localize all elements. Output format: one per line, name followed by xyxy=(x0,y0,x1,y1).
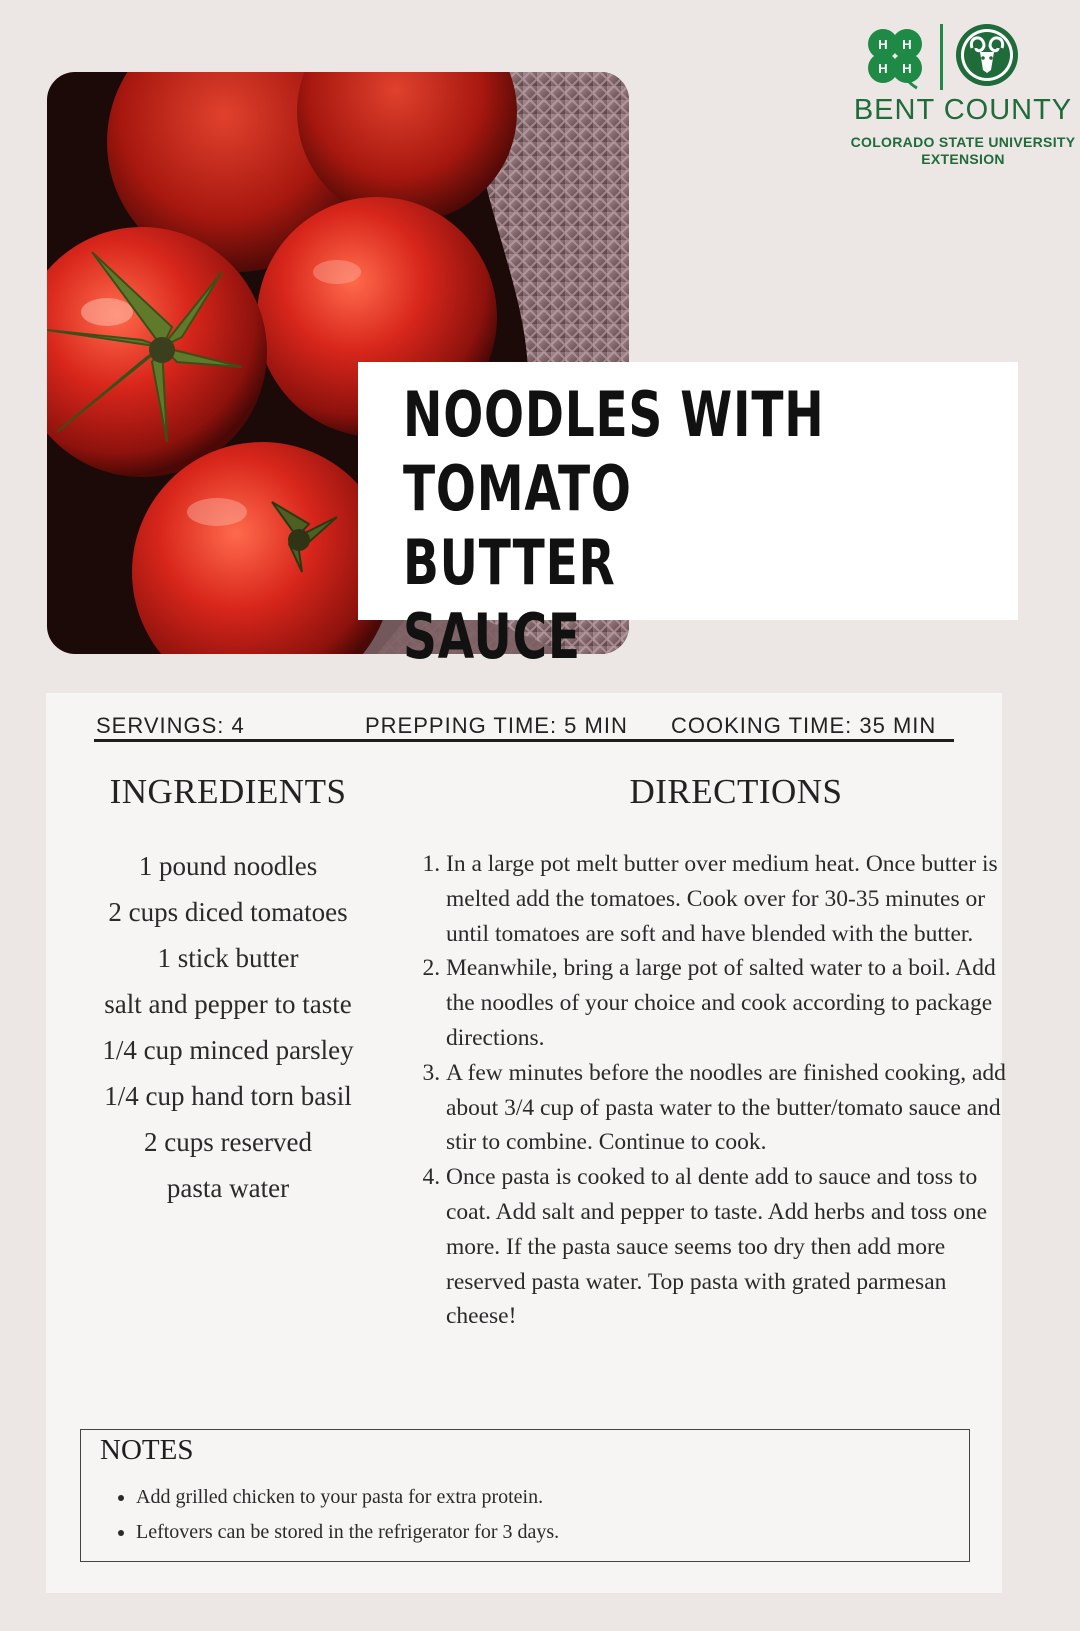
csu-ram-icon xyxy=(954,22,1020,88)
logo-extension-name xyxy=(818,134,1080,168)
cook-time: COOKING TIME: 35 MIN xyxy=(671,713,937,738)
svg-text:H: H xyxy=(902,37,912,52)
title-card xyxy=(358,362,1018,673)
note-item: • Add grilled chicken to your pasta for extra protein. xyxy=(136,1480,976,1515)
ingredient-item: 2 cups diced tomatoes xyxy=(108,897,348,927)
notes-list xyxy=(101,1480,976,1550)
bent-county-logo xyxy=(850,20,1076,170)
notes-heading: NOTES xyxy=(100,1434,194,1466)
logo-divider xyxy=(940,24,943,90)
logo-subtitle-line1: COLORADO STATE UNIVERSITY xyxy=(850,134,1076,150)
ingredient-item: 2 cups reserved pasta water xyxy=(144,1127,312,1203)
recipe-panel xyxy=(46,693,1006,1593)
svg-text:H: H xyxy=(878,61,888,76)
ingredient-item: 1 pound noodles xyxy=(138,851,318,881)
ingredients-list xyxy=(58,843,398,1211)
ingredient-item: 1/4 cup minced parsley xyxy=(102,1035,354,1065)
direction-step: 3. A few minutes before the noodles are finished cooking, add about 3/4 cup of pasta water to the butter/tomato sauce and stir to combine. Continue to cook. xyxy=(446,1056,1012,1160)
direction-step: 1. In a large pot melt butter over medium heat. Once butter is melted add the tomatoes. Cook over for 30-35 minutes or until tomatoes are soft and have blended with the butter. xyxy=(446,847,1012,951)
directions-heading: DIRECTIONS xyxy=(629,772,843,811)
note-item: • Leftovers can be stored in the refrigerator for 3 days. xyxy=(136,1515,976,1550)
recipe-title: NOODLES WITH TOMATO BUTTER SAUCE xyxy=(403,378,825,673)
logo-subtitle-line2: EXTENSION xyxy=(921,151,1005,167)
meta-divider xyxy=(94,739,954,742)
directions-list xyxy=(421,847,1012,1334)
direction-step: 2. Meanwhile, bring a large pot of salted water to a boil. Add the noodles of your choice and cook according to package directions. xyxy=(446,951,1012,1055)
logo-county-name: BENT COUNTY xyxy=(853,94,1073,126)
notes-box xyxy=(80,1429,970,1562)
ingredient-item: 1 stick butter xyxy=(157,943,299,973)
direction-step: 4. Once pasta is cooked to al dente add to sauce and toss to coat. Add salt and pepper to taste. Add herbs and toss one more. If the pasta sauce seems too dry then add more reserved pasta water. Top pasta with grated parmesan cheese! xyxy=(446,1160,1012,1334)
ingredient-item: salt and pepper to taste xyxy=(104,989,352,1019)
ingredients-heading: INGREDIENTS xyxy=(109,772,347,811)
4-h-clover-icon xyxy=(861,22,929,90)
svg-text:H: H xyxy=(902,61,912,76)
svg-text:H: H xyxy=(878,37,888,52)
ingredient-item: 1/4 cup hand torn basil xyxy=(104,1081,352,1111)
prep-time: PREPPING TIME: 5 MIN xyxy=(365,713,628,738)
servings: SERVINGS: 4 xyxy=(96,713,245,738)
